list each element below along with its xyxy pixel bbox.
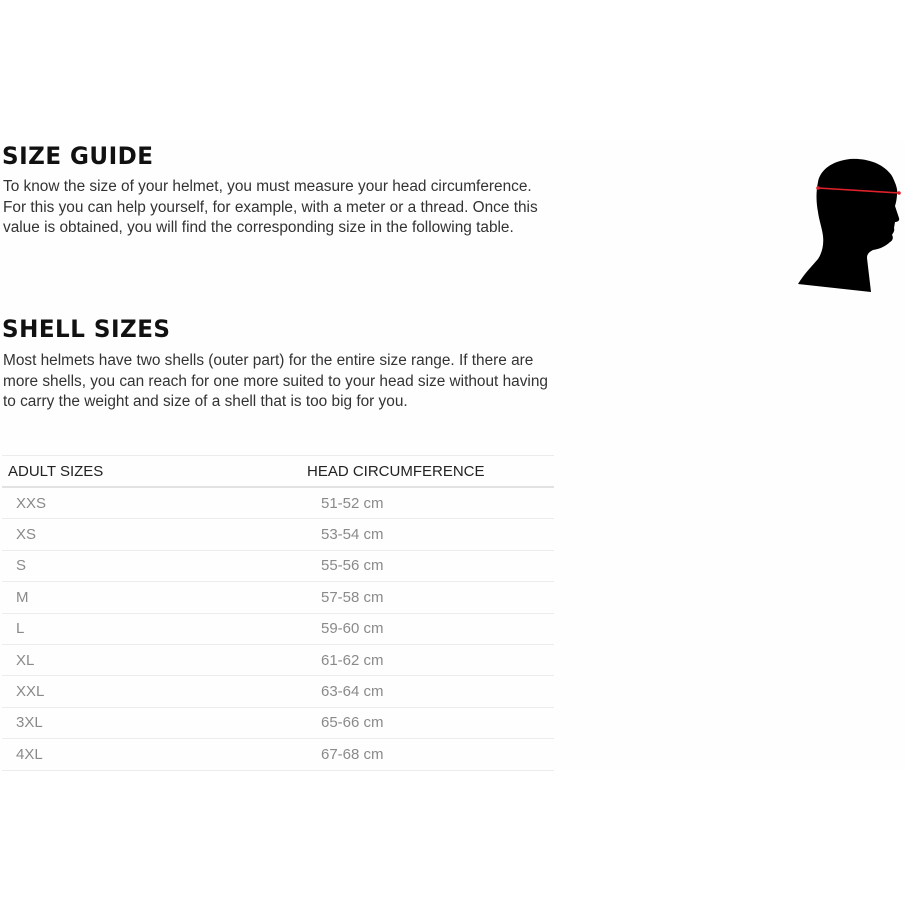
size-cell: L <box>2 613 301 644</box>
measure-end-dot <box>897 191 901 195</box>
table-header-row <box>2 456 554 488</box>
circumference-cell: 53-54 cm <box>301 519 554 550</box>
size-guide-description: To know the size of your helmet, you must measure your head circumference. For this you can help yourself, for example, with a meter or a thread. Once this value is obtained, you will find the corresponding size in the following table. <box>3 178 538 237</box>
table-row <box>2 487 554 519</box>
size-cell: S <box>2 550 301 581</box>
table-row <box>2 707 554 738</box>
adult-sizes-header: ADULT SIZES <box>2 456 301 488</box>
table-row <box>2 613 554 644</box>
circumference-cell: 57-58 cm <box>301 582 554 613</box>
size-cell: 3XL <box>2 707 301 738</box>
table-row <box>2 644 554 675</box>
circumference-cell: 61-62 cm <box>301 644 554 675</box>
head-silhouette-icon <box>796 156 902 294</box>
size-cell: XXS <box>2 487 301 519</box>
shell-sizes-title: SHELL SIZES <box>2 315 171 343</box>
circumference-cell: 65-66 cm <box>301 707 554 738</box>
table-row <box>2 582 554 613</box>
size-cell: XS <box>2 519 301 550</box>
head-circumference-header: HEAD CIRCUMFERENCE <box>301 456 554 488</box>
circumference-cell: 59-60 cm <box>301 613 554 644</box>
table-row <box>2 739 554 770</box>
circumference-cell: 63-64 cm <box>301 676 554 707</box>
size-cell: XXL <box>2 676 301 707</box>
size-cell: 4XL <box>2 739 301 770</box>
circumference-cell: 67-68 cm <box>301 739 554 770</box>
head-silhouette-shape <box>798 159 899 292</box>
measure-end-dot <box>816 186 820 190</box>
shell-sizes-description: Most helmets have two shells (outer part) for the entire size range. If there are more shells, you can reach for one more suited to your head size without having to carry the weight and size of a shell that is too big for you. <box>3 352 548 411</box>
table-row <box>2 676 554 707</box>
circumference-cell: 51-52 cm <box>301 487 554 519</box>
size-guide-title: SIZE GUIDE <box>2 142 154 170</box>
size-cell: M <box>2 582 301 613</box>
table-row <box>2 550 554 581</box>
circumference-cell: 55-56 cm <box>301 550 554 581</box>
size-cell: XL <box>2 644 301 675</box>
table-row <box>2 519 554 550</box>
size-table <box>2 455 554 771</box>
